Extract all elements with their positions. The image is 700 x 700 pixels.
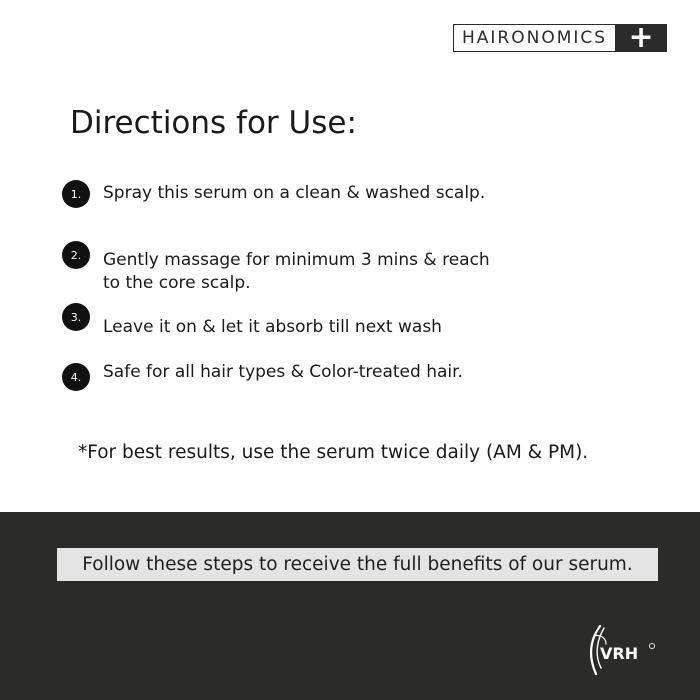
benefits-banner: Follow these steps to receive the full benefits of our serum.: [57, 548, 658, 581]
step-text: Leave it on & let it absorb till next wash: [103, 317, 442, 337]
step-number-badge: 3.: [62, 303, 90, 331]
step-number-badge: 1.: [62, 180, 90, 208]
step-number-badge: 4.: [62, 363, 90, 391]
vrh-logo-icon: [586, 622, 658, 682]
step-text: Spray this serum on a clean & washed scalp.: [103, 183, 486, 203]
step-text: Safe for all hair types & Color-treated hair.: [103, 362, 463, 382]
step-item-3: [62, 303, 503, 339]
page-title: Directions for Use:: [70, 105, 357, 141]
brand-logo: [453, 20, 667, 55]
logo-text: VRH: [600, 644, 639, 663]
step-item-4: [62, 363, 503, 391]
step-item-2: [62, 241, 503, 295]
brand-name: HAIRONOMICS: [453, 24, 615, 52]
step-item-1: [62, 180, 503, 208]
step-text: Gently massage for minimum 3 mins & reach to the core scalp.: [103, 250, 490, 293]
step-number-badge: 2.: [62, 241, 90, 269]
plus-icon: +: [615, 24, 667, 52]
usage-note: *For best results, use the serum twice daily (AM & PM).: [78, 442, 589, 463]
footer-panel: [0, 512, 700, 700]
